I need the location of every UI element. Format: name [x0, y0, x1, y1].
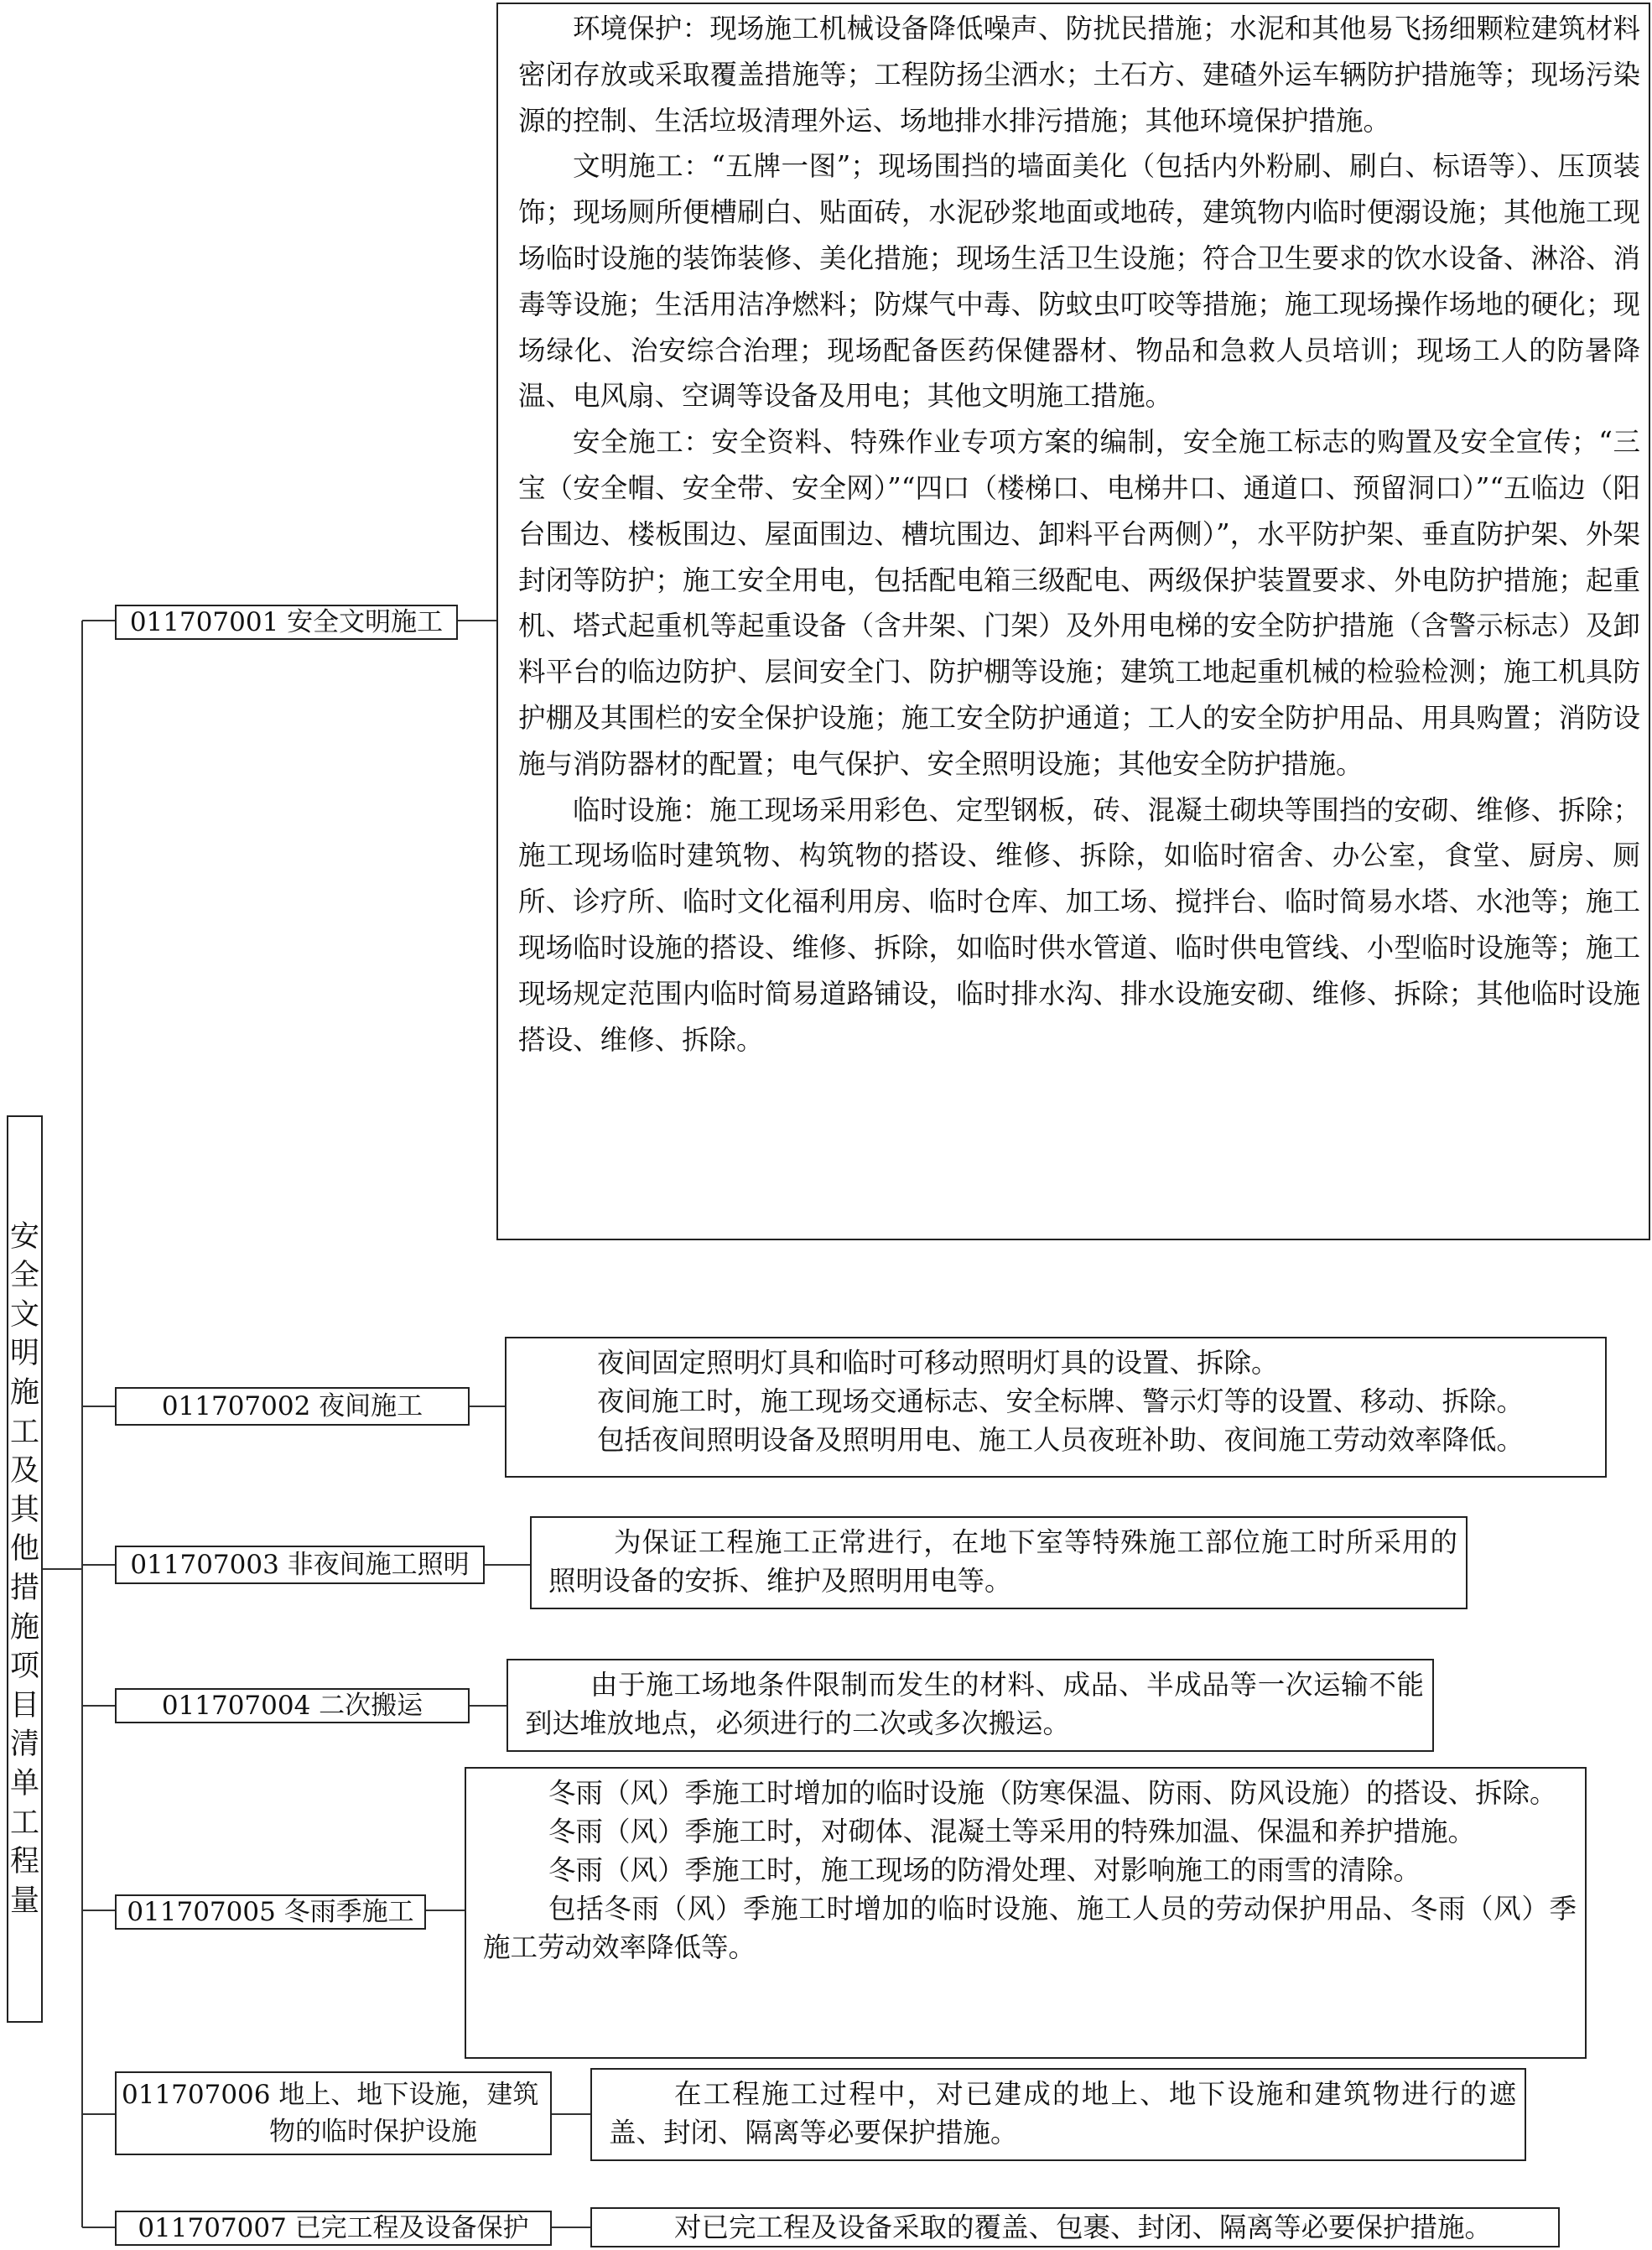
root-title-char: 文 [9, 1297, 39, 1332]
root-node-box [7, 1115, 43, 2023]
desc-paragraph-env: 环境保护：现场施工机械设备降低噪声、防扰民措施；水泥和其他易飞扬细颗粒建筑材料密闭存放或采取覆盖措施等；工程防扬尘洒水；土石方、建碴外运车辆防护措施等；现场污染源的控制、生活垃圾清理外运、场地排水排污措施；其他环境保护措施。 [518, 13, 1640, 137]
root-title-char: 清 [9, 1728, 39, 1762]
desc-paragraph-safety: 安全施工：安全资料、特殊作业专项方案的编制，安全施工标志的购置及安全宣传；“三宝（安全帽、安全带、安全网）”“四口（楼梯口、电梯井口、通道口、预留洞口）”“五临边（阳台围边、楼板围边、屋面围边、槽坑围边、卸料平台两侧）”，水平防护架、垂直防护架、外架封闭等防护；施工安全用电，包括配电箱三级配电、两级保护装置要求、外电防护措施；起重机、塔式起重机等起重设备（含井架、门架）及外用电梯的安全防护措施（含警示标志）及卸料平台的临边防护、层间安全门、防护棚等设施；建筑工地起重机械的检验检测；施工机具防护棚及其围栏的安全保护设施；施工安全防护通道；工人的安全防护用品、用具购置；消防设施与消防器材的配置；电气保护、安全照明设施；其他安全防护措施。 [518, 426, 1640, 780]
root-title-char: 目 [9, 1688, 39, 1723]
item-label: 011707005 冬雨季施工 [127, 1897, 414, 1927]
root-title-char: 及 [9, 1454, 39, 1489]
item-label: 011707001 安全文明施工 [129, 607, 444, 637]
desc-paragraph: 在工程施工过程中，对已建成的地上、地下设施和建筑物进行的遮盖、封闭、隔离等必要保护措施。 [609, 2078, 1516, 2149]
item-desc-box-011707003 [530, 1516, 1468, 1609]
item-label-box-011707006 [115, 2071, 552, 2155]
root-title-char: 程 [9, 1845, 39, 1879]
desc-paragraph: 为保证工程施工正常进行，在地下室等特殊施工部位施工时所采用的照明设备的安拆、维护及照明用电等。 [548, 1526, 1457, 1597]
item-label: 011707006 地上、地下设施，建筑 [122, 2080, 539, 2110]
root-title-char: 明 [9, 1337, 39, 1371]
desc-paragraph: 冬雨（风）季施工时，对砌体、混凝土等采用的特殊加温、保温和养护措施。 [548, 1816, 1476, 1847]
desc-paragraph: 由于施工场地条件限制而发生的材料、成品、半成品等一次运输不能到达堆放地点，必须进行的二次或多次搬运。 [525, 1669, 1424, 1739]
root-title-char: 安 [9, 1219, 39, 1254]
item-label: 011707003 非夜间施工照明 [130, 1550, 470, 1580]
item-label: 011707007 已完工程及设备保护 [138, 2213, 529, 2243]
item-desc-box-011707007 [590, 2207, 1560, 2247]
root-title-char: 施 [9, 1610, 39, 1645]
item-label-box-011707003 [115, 1546, 485, 1584]
item-desc-box-011707002 [505, 1337, 1607, 1478]
desc-paragraph: 夜间固定照明灯具和临时可移动照明灯具的设置、拆除。 [597, 1347, 1279, 1379]
root-title-char: 他 [9, 1532, 39, 1567]
desc-paragraph: 冬雨（风）季施工时，施工现场的防滑处理、对影响施工的雨雪的清除。 [548, 1854, 1421, 1886]
item-desc-box-011707005 [465, 1767, 1587, 2059]
root-title-char: 项 [9, 1650, 39, 1684]
root-title-char: 其 [9, 1493, 39, 1527]
item-desc-box-011707004 [507, 1659, 1434, 1752]
item-label: 011707004 二次搬运 [161, 1691, 423, 1721]
root-title-char: 施 [9, 1376, 39, 1411]
desc-paragraph: 包括冬雨（风）季施工时增加的临时设施、施工人员的劳动保护用品、冬雨（风）季施工劳动效率降低等。 [483, 1893, 1577, 1963]
root-title-char: 量 [9, 1884, 39, 1918]
item-label: 011707002 夜间施工 [161, 1391, 423, 1421]
item-label-box-011707001 [115, 605, 458, 640]
desc-paragraph: 冬雨（风）季施工时增加的临时设施（防寒保温、防雨、防风设施）的搭设、拆除。 [548, 1777, 1557, 1809]
desc-paragraph-temp: 临时设施：施工现场采用彩色、定型钢板，砖、混凝土砌块等围挡的安砌、维修、拆除；施工现场临时建筑物、构筑物的搭设、维修、拆除，如临时宿舍、办公室，食堂、厨房、厕所、诊疗所、临时文化福利用房、临时仓库、加工场、搅拌台、临时简易水塔、水池等；施工现场临时设施的搭设、维修、拆除，如临时供水管道、临时供电管线、小型临时设施等；施工现场规定范围内临时简易道路铺设，临时排水沟、排水设施安砌、维修、拆除；其他临时设施搭设、维修、拆除。 [518, 793, 1640, 1056]
desc-paragraph-civil: 文明施工：“五牌一图”；现场围挡的墙面美化（包括内外粉刷、刷白、标语等）、压顶装饰；现场厕所便槽刷白、贴面砖，水泥砂浆地面或地砖，建筑物内临时便溺设施；其他施工现场临时设施的装饰装修、美化措施；现场生活卫生设施；符合卫生要求的饮水设备、淋浴、消毒等设施；生活用洁净燃料；防煤气中毒、防蚊虫叮咬等措施；施工现场操作场地的硬化；现场绿化、治安综合治理；现场配备医药保健器材、物品和急救人员培训；现场工人的防暑降温、电风扇、空调等设备及用电；其他文明施工措施。 [518, 150, 1640, 413]
root-title-char: 工 [9, 1415, 39, 1449]
item-label-box-011707002 [115, 1387, 470, 1426]
item-label-box-011707007 [115, 2211, 552, 2246]
item-label-line2: 物的临时保护设施 [269, 2117, 477, 2147]
desc-paragraph: 夜间施工时，施工现场交通标志、安全标牌、警示灯等的设置、移动、拆除。 [597, 1385, 1525, 1417]
root-title-char: 单 [9, 1766, 39, 1801]
desc-paragraph: 对已完工程及设备采取的覆盖、包裹、封闭、隔离等必要保护措施。 [674, 2211, 1493, 2243]
root-title-char: 工 [9, 1806, 39, 1840]
item-label-box-011707005 [115, 1894, 426, 1930]
root-title-char: 全 [9, 1259, 39, 1293]
item-desc-box-011707006 [590, 2068, 1526, 2161]
item-label-box-011707004 [115, 1688, 470, 1723]
root-title-char: 措 [9, 1572, 39, 1605]
item-desc-box-011707001 [496, 3, 1650, 1240]
desc-paragraph: 包括夜间照明设备及照明用电、施工人员夜班补助、夜间施工劳动效率降低。 [597, 1424, 1525, 1456]
